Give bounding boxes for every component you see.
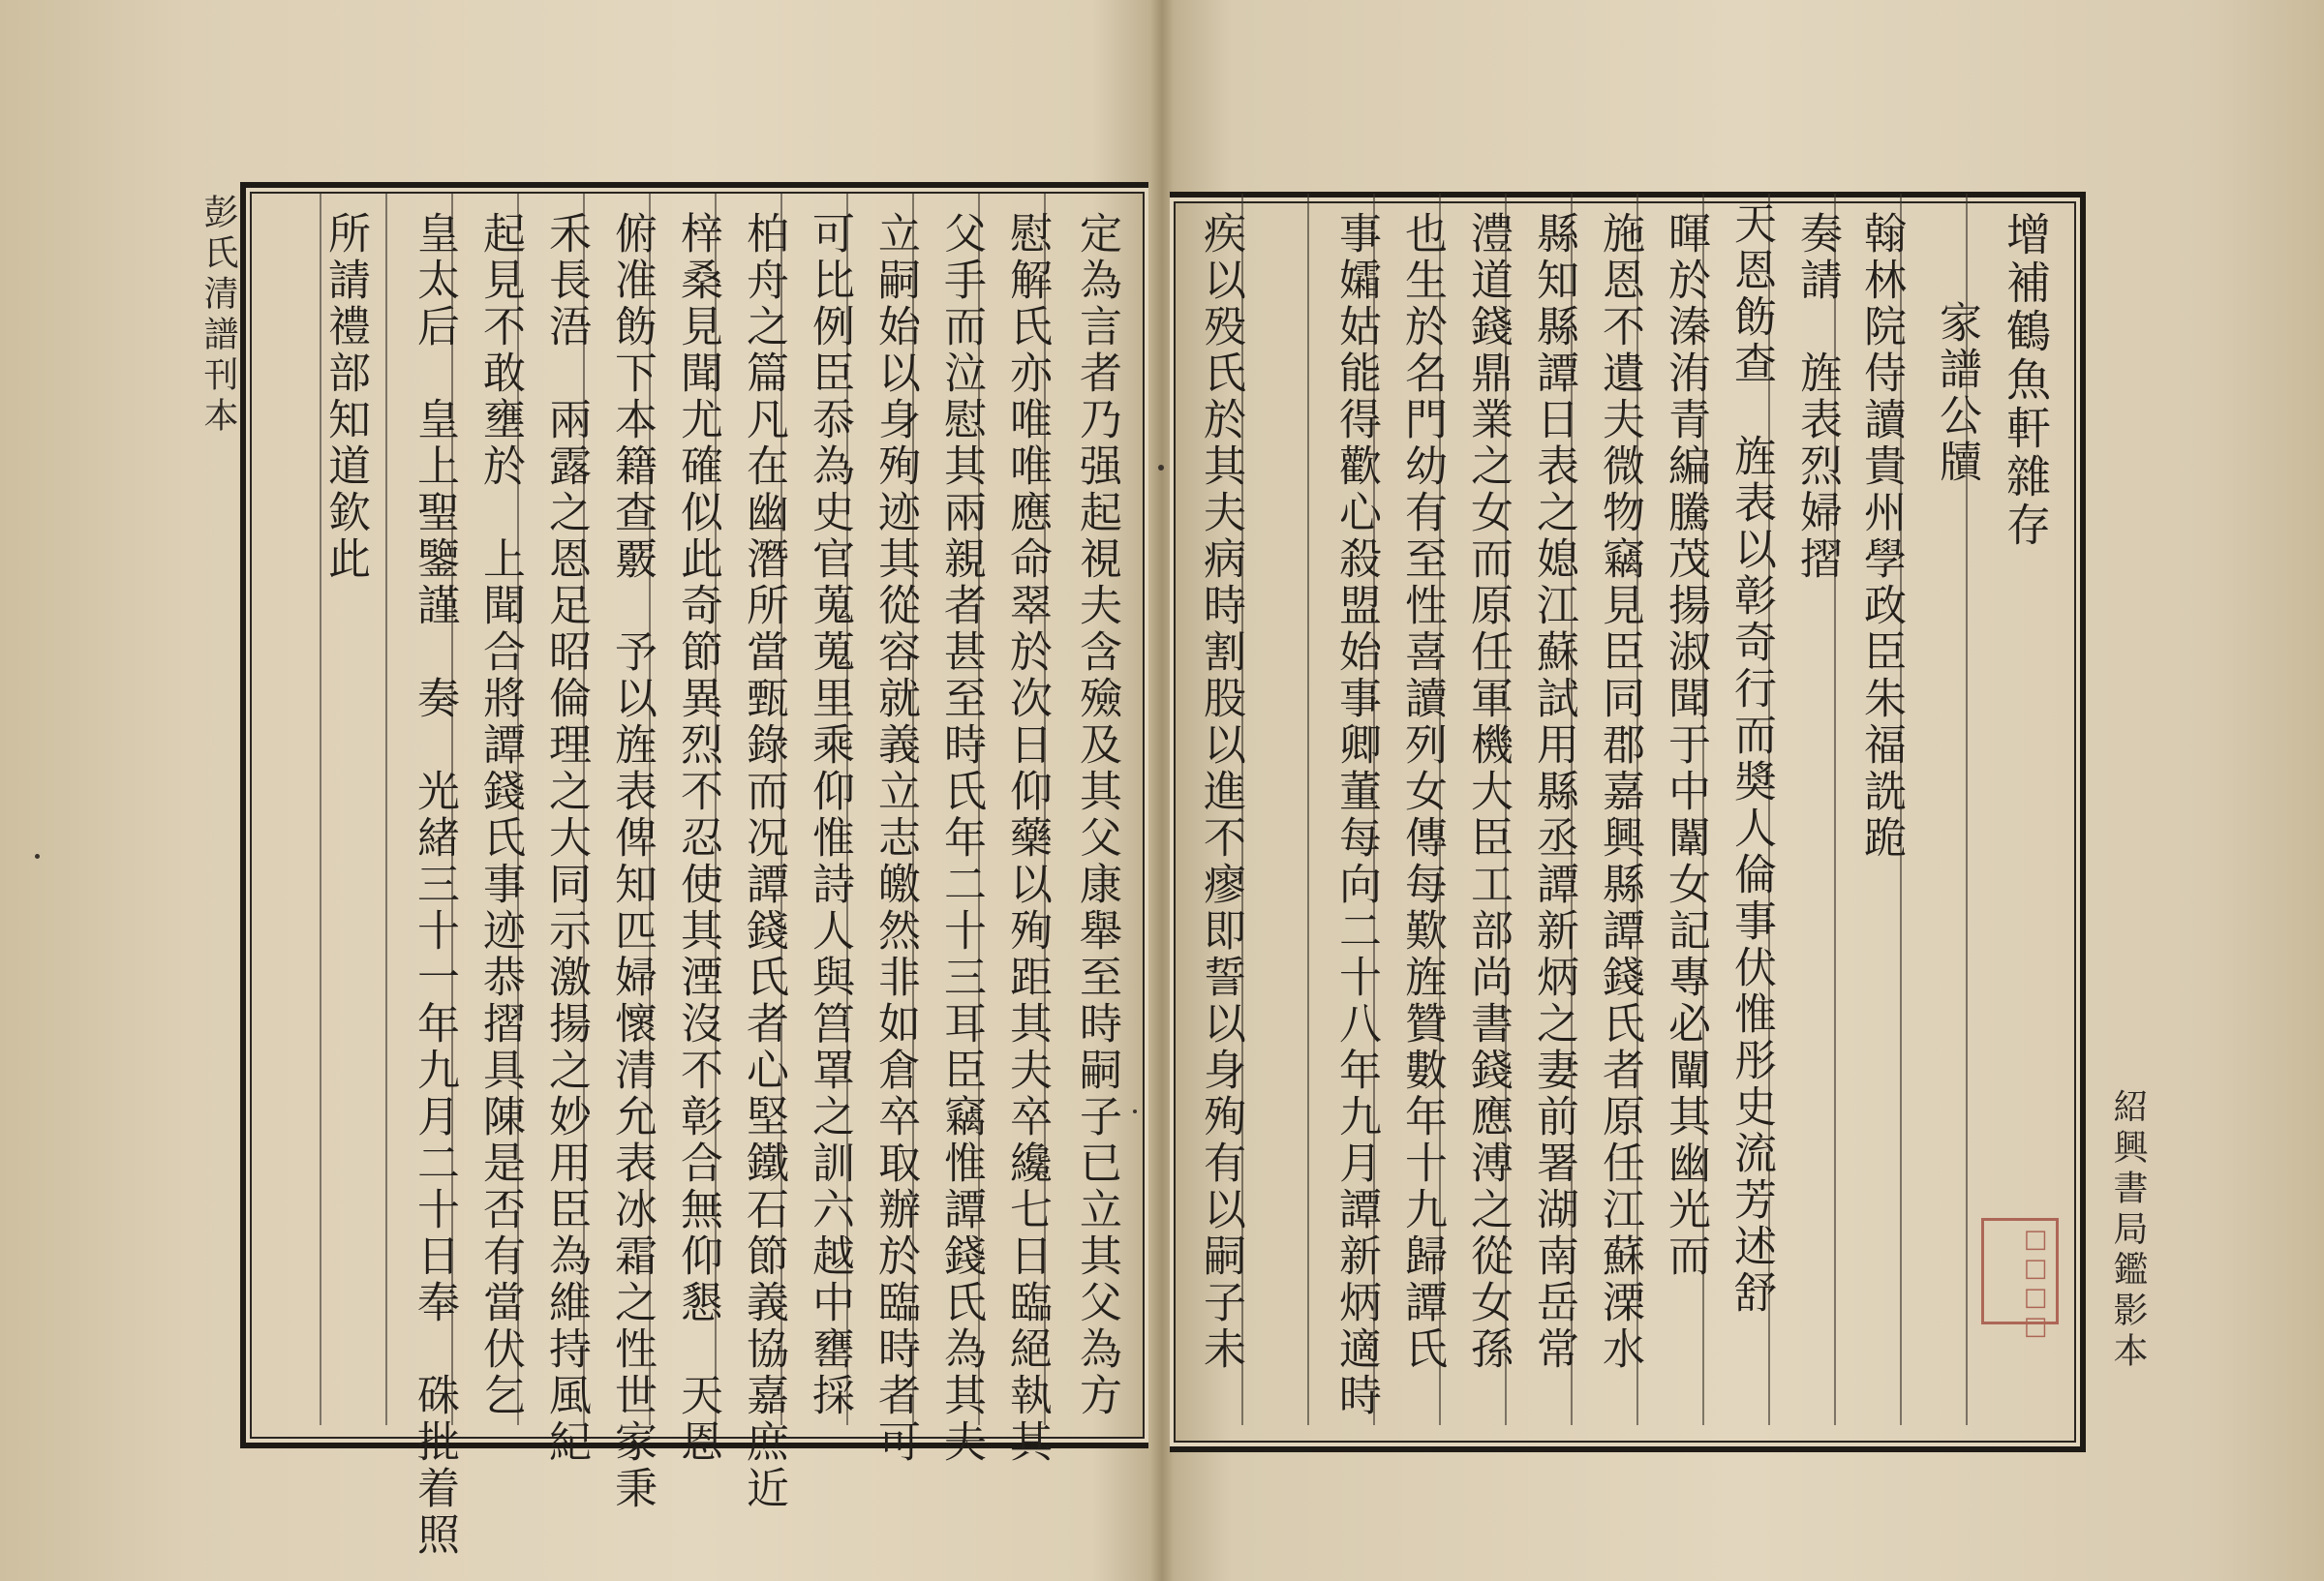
text-column: 翰林院侍讀貴州學政臣朱福詵跪 bbox=[1856, 211, 1906, 862]
text-column: 也生於名門幼有至性喜讀列女傳每歎旌贊數年十九歸譚氏 bbox=[1397, 211, 1447, 1373]
left-margin-note: 彭氏清譜刊本 bbox=[199, 194, 238, 438]
text-column: 縣知縣譚日表之媳江蘇試用縣丞譚新炳之妻前署湖南岳常 bbox=[1529, 211, 1578, 1373]
text-column: 澧道錢鼎業之女而原任軍機大臣工部尚書錢應溥之從女孫 bbox=[1463, 211, 1513, 1373]
text-column: 柏舟之篇凡在幽潛所當甄錄而况譚錢氏者心堅鐵石節義協嘉庶近 bbox=[739, 211, 788, 1512]
collector-seal: □□□□ bbox=[1981, 1218, 2059, 1324]
text-column: 定為言者乃强起視夫含殮及其父康舉至時嗣子已立其父為方 bbox=[1072, 211, 1121, 1419]
text-column: 立嗣始以身殉迹其從容就義立志皦然非如倉卒取辦於臨時者可 bbox=[871, 211, 920, 1466]
text-column: 俯准飭下本籍查覈 予以旌表俾知匹婦懷清允表冰霜之性世家秉 bbox=[607, 211, 657, 1512]
text-column: 父手而泣慰其兩親者甚至時氏年二十三耳臣竊惟譚錢氏為其夫 bbox=[936, 211, 986, 1466]
text-column: 慰解氏亦唯唯應命翠於次日仰藥以殉距其夫卒纔七日臨絕執其 bbox=[1002, 211, 1052, 1466]
paper-speck bbox=[1133, 1110, 1137, 1113]
text-column: 所請禮部知道欽此 bbox=[321, 211, 370, 583]
text-column: 暉於溱洧青編騰茂揚淑聞于中闈女記專必闡其幽光而 bbox=[1661, 211, 1710, 1280]
text-column: 禾長浯 兩露之恩足昭倫理之大同示激揚之妙用臣為維持風紀 bbox=[541, 211, 591, 1466]
column-rule bbox=[1307, 194, 1309, 1425]
text-column: 奏請 旌表烈婦摺 bbox=[1792, 211, 1842, 583]
text-column: 梓桑見聞尤確似此奇節異烈不忍使其湮沒不彰合無仰懇 天恩 bbox=[673, 211, 722, 1466]
text-column: 疾以殁氏於其夫病時割股以進不瘳即誓以身殉有以嗣子未 bbox=[1196, 211, 1245, 1373]
book-title: 增補鶴魚軒雜存 bbox=[2000, 211, 2052, 550]
text-column: 事孀姑能得歡心殺盟始事卿董每向二十八年九月譚新炳適時 bbox=[1331, 211, 1381, 1419]
section-heading: 家譜公牘 bbox=[1932, 300, 1981, 486]
text-column: 起見不敢壅於 上聞合將譚錢氏事迹恭摺具陳是否有當伏乞 bbox=[475, 211, 525, 1419]
paper-speck bbox=[1158, 465, 1164, 471]
column-rule bbox=[385, 194, 387, 1425]
text-column: 施恩不遺夫微物竊見臣同郡嘉興縣譚錢氏者原任江蘇溧水 bbox=[1595, 211, 1644, 1373]
text-column: 天恩飭查 旌表以彰奇行而奬人倫事伏惟彤史流芳述舒 bbox=[1727, 201, 1776, 1317]
text-column: 可比例臣忝為史官蒐蒐里乘仰惟詩人與筥罩之訓六越中罋採 bbox=[805, 211, 854, 1419]
paper-speck bbox=[35, 854, 40, 859]
right-margin-note: 紹興書局鑑影本 bbox=[2108, 1088, 2148, 1373]
text-column: 皇太后 皇上聖鑒謹 奏 光緒三十一年九月二十日奉 硃批着照 bbox=[410, 211, 459, 1559]
